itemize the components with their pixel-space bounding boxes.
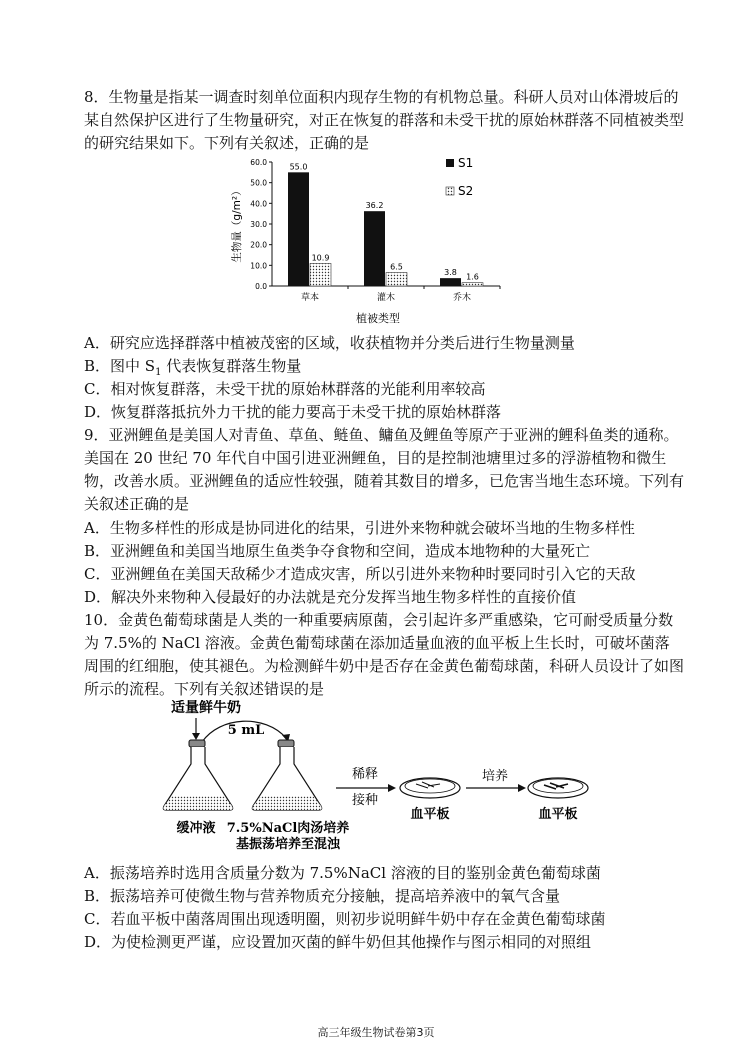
bar-s2 (386, 273, 407, 286)
bar-s1 (440, 278, 461, 286)
flask-nacl-label-line2: 基振荡培养至混浊 (235, 837, 341, 850)
dilute-arrow-head (388, 784, 396, 792)
dilute-label: 稀释 (351, 767, 379, 782)
data-label: 55.0 (289, 162, 308, 172)
data-label: 3.8 (444, 268, 457, 278)
y-tick-label: 60.0 (250, 158, 267, 167)
y-tick-label: 20.0 (250, 240, 267, 250)
q8-option-a: A．研究应选择群落中植被茂密的区域，收获植物并分类后进行生物量测量 (84, 334, 575, 352)
q8-stem: 8．生物量是指某一调查时刻单位面积内现存生物的有机物总量。科研人员对山体滑坡后的某自然保护区进行了生物量研究，对正在恢复的群落和未受干扰的原始林群落不同植被类型的研究结果如下。下列有关叙述，正确的是 (84, 88, 685, 152)
page-footer: 高三年级生物试卷第3页 (317, 1026, 435, 1039)
bar-s2 (310, 263, 331, 286)
x-tick-label: 乔木 (452, 293, 472, 303)
x-tick-label: 灌木 (376, 293, 396, 303)
q9-option-c: C．亚洲鲤鱼在美国天敌稀少才造成灾害，所以引进外来物种时要同时引入它的天敌 (84, 565, 636, 583)
bar-s2 (462, 283, 483, 286)
plate1-label: 血平板 (410, 807, 450, 822)
q8-option-d: D．恢复群落抵抗外力干扰的能力要高于未受干扰的原始林群落 (84, 403, 502, 421)
q9-option-d: D．解决外来物种入侵最好的办法就是充分发挥当地生物多样性的直接价值 (84, 588, 577, 606)
q8-option-c: C．相对恢复群落，未受干扰的原始林群落的光能利用率较高 (84, 380, 486, 398)
y-tick-label: 0.0 (255, 282, 267, 291)
blood-plate-2 (528, 778, 588, 798)
q10-option-d: D．为使检测更严谨，应设置加灭菌的鲜牛奶但其他操作与图示相同的对照组 (84, 933, 592, 951)
flask-buffer-label: 缓冲液 (176, 821, 216, 836)
data-label: 36.2 (365, 201, 384, 211)
culture-arrow-head (518, 784, 526, 792)
q9-option-a: A．生物多样性的形成是协同进化的结果，引进外来物种就会破坏当地的生物多样性 (84, 519, 635, 537)
data-label: 1.6 (466, 272, 479, 282)
flask-nacl-broth (252, 740, 321, 810)
y-tick-label: 30.0 (250, 220, 267, 229)
culture-label: 培养 (481, 769, 509, 784)
data-label: 6.5 (390, 262, 403, 272)
q8-option-b-pre: B．图中 S (84, 357, 156, 375)
detection-flow-diagram (150, 700, 590, 850)
q9-stem: 9．亚洲鲤鱼是美国人对青鱼、草鱼、鲢鱼、鳙鱼及鲤鱼等原产于亚洲的鲤科鱼类的通称。美国在 20 世纪 70 年代自中国引进亚洲鲤鱼，目的是控制池塘里过多的浮游植物和微生物，改善水质。亚洲鲤鱼的适应性较强，随着其数目的增多，已危害当地生态环境。下列有关叙述正确的是 (84, 426, 685, 513)
y-tick-label: 10.0 (250, 261, 267, 271)
inoculate-label: 接种 (351, 793, 379, 808)
biomass-bar-chart (228, 154, 518, 330)
x-tick-label: 草本 (300, 293, 320, 303)
q8-option-b-sub: 1 (155, 367, 162, 378)
bar-s1 (364, 211, 385, 286)
legend-s2-label: S2 (458, 184, 474, 198)
q9-option-b: B．亚洲鲤鱼和美国当地原生鱼类争夺食物和空间，造成本地物种的大量死亡 (84, 542, 591, 560)
q10-option-a: A．振荡培养时选用含质量分数为 7.5%NaCl 溶液的目的鉴别金黄色葡萄球菌 (84, 864, 601, 882)
q10-option-b: B．振荡培养可使微生物与营养物质充分接触，提高培养液中的氧气含量 (84, 887, 561, 905)
legend-s2-swatch (446, 187, 454, 195)
q10-option-c: C．若血平板中菌落周围出现透明圈，则初步说明鲜牛奶中存在金黄色葡萄球菌 (84, 910, 606, 928)
y-axis-label: 生物量（g/m²） (231, 185, 243, 263)
y-tick-label: 40.0 (250, 199, 267, 209)
q10-stem: 10．金黄色葡萄球菌是人类的一种重要病原菌，会引起许多严重感染，它可耐受质量分数为 7.5%的 NaCl 溶液。金黄色葡萄球菌在添加适量血液的血平板上生长时，可破坏菌落周围的红细胞，使其褪色。为检测鲜牛奶中是否存在金黄色葡萄球菌，科研人员设计了如图所示的流程。下列有关叙述错误的是 (84, 611, 685, 698)
milk-arrow-head (192, 733, 200, 740)
flask-buffer (163, 740, 232, 810)
legend (446, 156, 473, 198)
data-label: 10.9 (311, 253, 330, 263)
y-tick-label: 50.0 (250, 178, 267, 188)
q8-option-b-post: 代表恢复群落生物量 (161, 357, 302, 375)
flask-nacl-label-line1: 7.5%NaCl肉汤培养 (226, 821, 350, 836)
plate2-label: 血平板 (538, 807, 578, 822)
x-axis-label: 植被类型 (356, 312, 400, 325)
transfer-volume-label: 5 mL (227, 723, 265, 738)
blood-plate-1 (400, 778, 460, 798)
legend-s1-swatch (446, 159, 454, 167)
bar-s1 (288, 172, 309, 286)
milk-label: 适量鲜牛奶 (171, 700, 241, 716)
legend-s1-label: S1 (458, 156, 474, 170)
